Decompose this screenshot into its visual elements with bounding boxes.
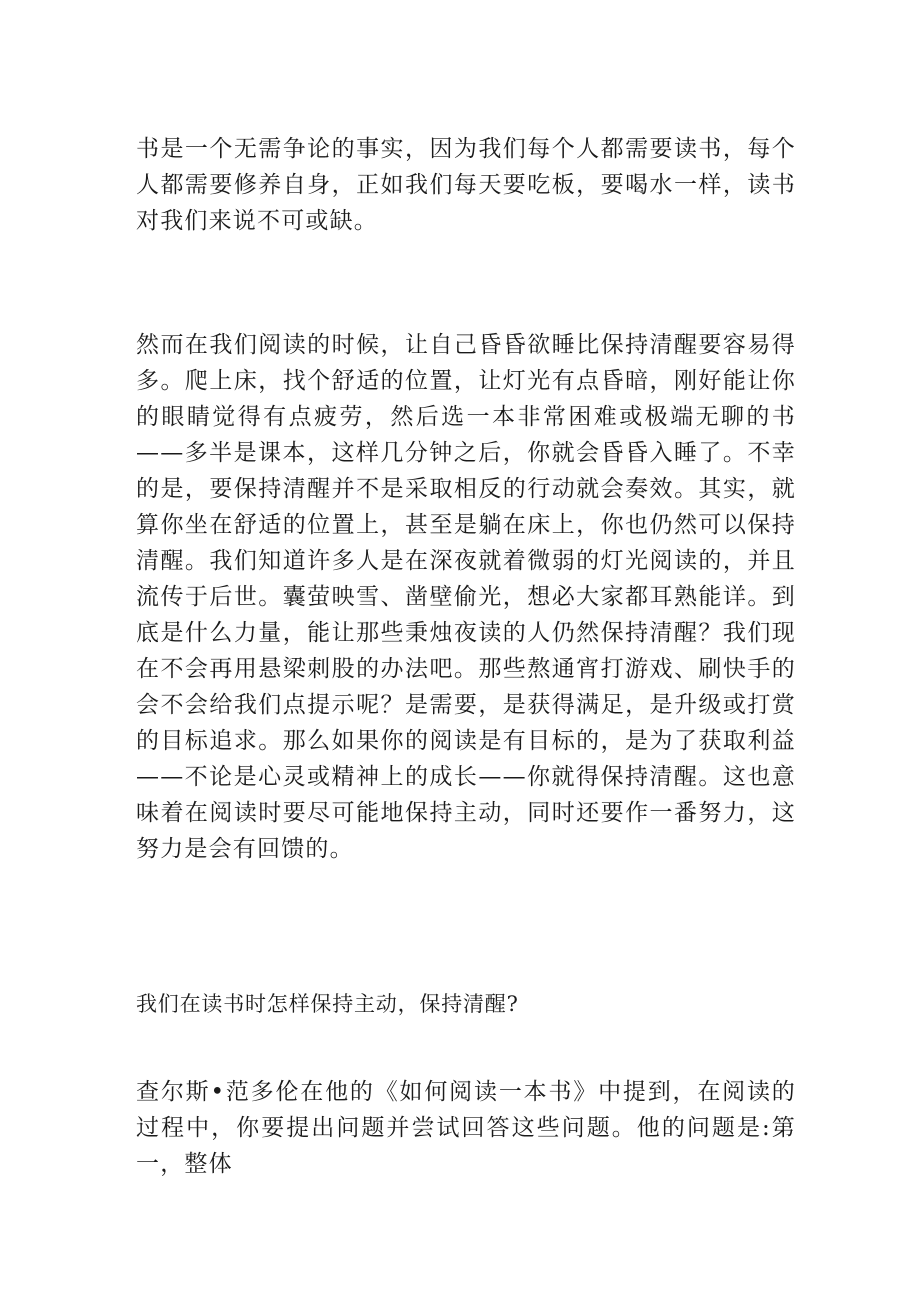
paragraph-question: 我们在读书时怎样保持主动，保持清醒? [136, 992, 519, 1016]
paragraph-charles-van-doren: 查尔斯•范多伦在他的《如何阅读一本书》中提到，在阅读的过程中，你要提出问题并尝试回答这些问题。他的问题是:第一，整体 [136, 1079, 796, 1177]
paragraph-staying-awake: 然而在我们阅读的时候，让自己昏昏欲睡比保持清醒要容易得多。爬上床，找个舒适的位置，让灯光有点昏暗，刚好能让你的眼睛觉得有点疲劳，然后选一本非常困难或极端无聊的书——多半是课本，这样几分钟之后，你就会昏昏入睡了。不幸的是，要保持清醒并不是采取相反的行动就会奏效。其实，就算你坐在舒适的位置上，甚至是躺在床上，你也仍然可以保持清醒。我们知道许多人是在深夜就着微弱的灯光阅读的，并且流传于后世。囊萤映雪、凿壁偷光，想必大家都耳熟能详。到底是什么力量，能让那些秉烛夜读的人仍然保持清醒？我们现在不会再用悬梁刺股的办法吧。那些熬通宵打游戏、刷快手的会不会给我们点提示呢？是需要，是获得满足，是升级或打赏的目标追求。那么如果你的阅读是有目标的，是为了获取利益——不论是心灵或精神上的成长——你就得保持清醒。这也意味着在阅读时要尽可能地保持主动，同时还要作一番努力，这努力是会有回馈的。 [136, 332, 796, 862]
paragraph-reading-necessity: 书是一个无需争论的事实，因为我们每个人都需要读书，每个人都需要修养自身，正如我们每天要吃板，要喝水一样，读书对我们来说不可或缺。 [136, 136, 796, 234]
